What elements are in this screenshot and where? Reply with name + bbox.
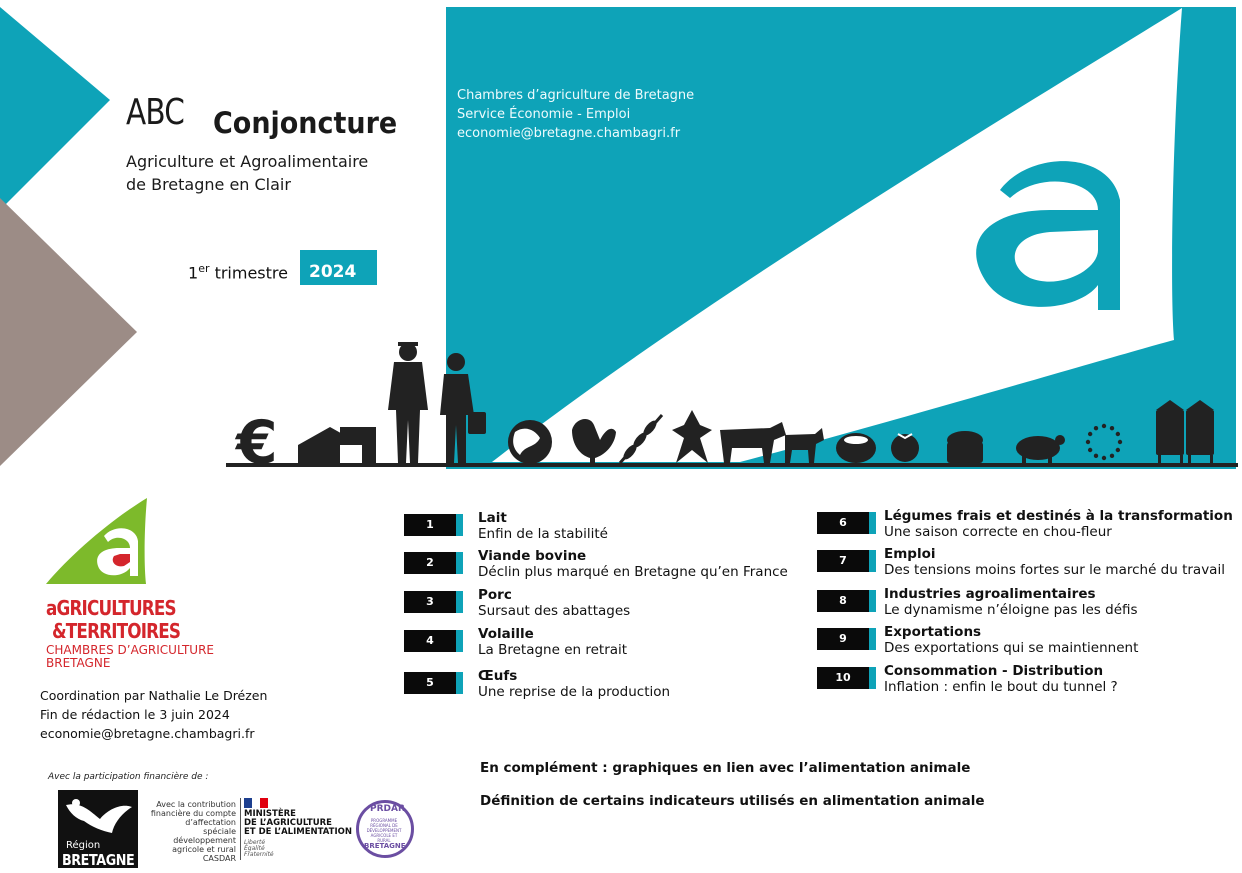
credits xyxy=(40,686,267,743)
title-abc: ABC xyxy=(126,92,185,133)
toc-title-7[interactable]: Emploi xyxy=(884,546,936,562)
ministere-line-2: DE L’AGRICULTURE xyxy=(244,818,332,828)
bretagne-label: BRETAGNE xyxy=(62,851,135,869)
globe-icon xyxy=(508,420,552,464)
org-name-line-1: aGRICULTURES xyxy=(46,596,176,620)
toc-number-1[interactable]: 1 xyxy=(404,514,456,536)
vegetable-crate-icon xyxy=(947,431,983,463)
prdar-top-text: PRDAR xyxy=(370,804,405,814)
org-name-line-3: CHAMBRES D’AGRICULTURE xyxy=(46,643,215,657)
toc-number-tab xyxy=(456,672,463,694)
toc-subtitle-9: Des exportations qui se maintiennent xyxy=(884,640,1139,656)
toc-number-2[interactable]: 2 xyxy=(404,552,456,574)
french-flag-icon xyxy=(244,798,268,808)
region-label: Région xyxy=(66,840,101,851)
quarter-word: trimestre xyxy=(209,263,288,283)
toc-number-tab xyxy=(869,512,876,534)
ministere-line-3: ET DE L’ALIMENTATION xyxy=(244,827,352,837)
subtitle-line-1: Agriculture et Agroalimentaire xyxy=(126,152,369,171)
toc-number-3[interactable]: 3 xyxy=(404,591,456,613)
toc-title-3[interactable]: Porc xyxy=(478,587,512,603)
subtitle-line-2: de Bretagne en Clair xyxy=(126,175,291,194)
title-conjoncture: Conjoncture xyxy=(213,106,398,140)
toc-number-7[interactable]: 7 xyxy=(817,550,869,572)
toc-number-tab xyxy=(456,552,463,574)
toc-title-6[interactable]: Légumes frais et destinés à la transformation xyxy=(884,508,1233,524)
ministere-name xyxy=(244,810,352,837)
org-name-line-2: &TERRITOIRES xyxy=(52,619,181,643)
ministere-divider xyxy=(240,798,241,860)
complement-line-1[interactable]: En complément : graphiques en lien avec l’alimentation animale xyxy=(480,760,971,776)
farmer-icon xyxy=(388,342,428,463)
quarter-superscript: er xyxy=(198,262,210,275)
org-name-sub xyxy=(46,644,214,670)
toc-number-tab xyxy=(456,514,463,536)
tomato-icon xyxy=(891,434,919,462)
toc-number-6[interactable]: 6 xyxy=(817,512,869,534)
service-email-link[interactable]: economie@bretagne.chambagri.fr xyxy=(457,126,681,141)
toc-number-8[interactable]: 8 xyxy=(817,590,869,612)
toc-title-2[interactable]: Viande bovine xyxy=(478,548,587,564)
taupe-corner-shape xyxy=(0,198,137,466)
toc-number-tab xyxy=(869,550,876,572)
toc-number-tab xyxy=(869,590,876,612)
toc-number-9[interactable]: 9 xyxy=(817,628,869,650)
service-contact xyxy=(457,86,694,143)
coordination-text: Coordination par Nathalie Le Drézen xyxy=(40,688,268,703)
toc-subtitle-4: La Bretagne en retrait xyxy=(478,642,628,658)
toc-title-10[interactable]: Consommation - Distribution xyxy=(884,663,1104,679)
svg-text:€: € xyxy=(236,408,278,478)
quarter-number: 1 xyxy=(188,263,199,283)
toc-subtitle-6: Une saison correcte en chou-fleur xyxy=(884,524,1112,540)
toc-subtitle-2: Déclin plus marqué en Bretagne qu’en France xyxy=(478,564,788,580)
complement-line-2[interactable]: Définition de certains indicateurs utilisés en alimentation animale xyxy=(480,793,985,809)
republique-motto: Liberté Égalité Fraternité xyxy=(244,839,274,858)
toc-number-4[interactable]: 4 xyxy=(404,630,456,652)
subtitle xyxy=(126,150,368,196)
toc-subtitle-7: Des tensions moins fortes sur le marché du travail xyxy=(884,562,1225,578)
toc-title-5[interactable]: Œufs xyxy=(478,668,518,684)
org-name-line-4: BRETAGNE xyxy=(46,656,111,670)
toc-number-5[interactable]: 5 xyxy=(404,672,456,694)
region-bretagne-bird-icon xyxy=(62,793,134,838)
funding-label: Avec la participation financière de : xyxy=(48,772,209,782)
toc-subtitle-8: Le dynamisme n’éloigne pas les défis xyxy=(884,602,1138,618)
toc-subtitle-1: Enfin de la stabilité xyxy=(478,526,608,542)
toc-subtitle-3: Sursaut des abattages xyxy=(478,603,631,619)
service-line-1: Chambres d’agriculture de Bretagne xyxy=(457,88,695,103)
toc-number-tab xyxy=(456,591,463,613)
credits-email-link[interactable]: economie@bretagne.chambagri.fr xyxy=(40,726,255,741)
teal-corner-shape xyxy=(0,7,110,210)
prdar-middle-text: PROGRAMME RÉGIONAL DE DÉVELOPPEMENT AGRICOLE ET RURAL xyxy=(366,818,402,843)
casdar-text: Avec la contribution financière du compte d’affectation spéciale développement agricole et rural CASDAR xyxy=(150,800,236,863)
toc-number-tab xyxy=(456,630,463,652)
chambres-agriculture-logo xyxy=(44,496,154,591)
toc-title-8[interactable]: Industries agroalimentaires xyxy=(884,586,1096,602)
quarter-label xyxy=(188,262,288,282)
euro-icon xyxy=(234,408,278,478)
toc-title-4[interactable]: Volaille xyxy=(478,626,534,642)
prdar-bottom-text: BRETAGNE xyxy=(364,842,406,850)
toc-number-tab xyxy=(869,667,876,689)
service-line-2: Service Économie - Emploi xyxy=(457,107,631,122)
toc-subtitle-10: Inflation : enfin le bout du tunnel ? xyxy=(884,679,1118,695)
barn-icon xyxy=(298,427,376,463)
toc-title-9[interactable]: Exportations xyxy=(884,624,982,640)
fin-redaction-text: Fin de rédaction le 3 juin 2024 xyxy=(40,707,230,722)
ground-line xyxy=(226,463,1238,467)
toc-subtitle-5: Une reprise de la production xyxy=(478,684,671,700)
toc-title-1[interactable]: Lait xyxy=(478,510,507,526)
ministere-line-1: MINISTÈRE xyxy=(244,809,296,819)
toc-number-tab xyxy=(869,628,876,650)
milk-can-icon xyxy=(836,433,876,463)
year-text: 2024 xyxy=(309,262,357,282)
toc-number-10[interactable]: 10 xyxy=(817,667,869,689)
